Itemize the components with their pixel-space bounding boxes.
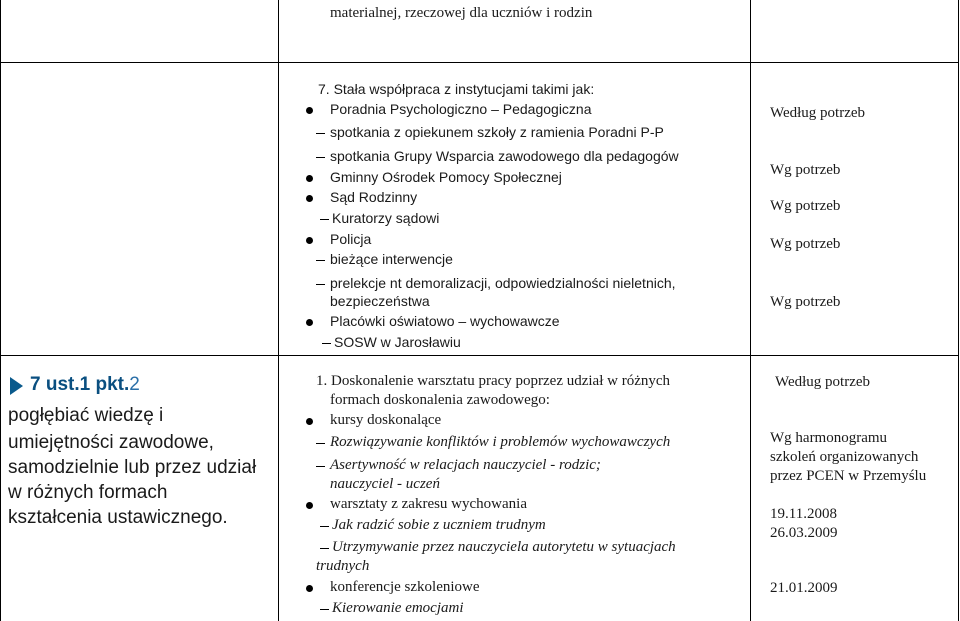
bullet-icon (306, 319, 313, 326)
list-item: Kuratorzy sądowi (332, 210, 440, 226)
dash-icon (316, 443, 325, 444)
table-border-left (0, 0, 1, 621)
list-item: spotkania Grupy Wsparcia zawodowego dla pedagogów (330, 148, 679, 164)
list-item-continuation: trudnych (316, 558, 370, 574)
list-item: warsztaty z zakresu wychowania (330, 496, 527, 512)
task-description-line: samodzielnie lub przez udział (8, 457, 257, 478)
list-item: Asertywność w relacjach nauczyciel - rodzic; (330, 457, 601, 473)
dash-icon (316, 284, 325, 285)
list-item: SOSW w Jarosławiu (334, 334, 461, 350)
task-description-line: umiejętności zawodowe, (8, 432, 214, 453)
bullet-icon (306, 237, 313, 244)
dash-icon (320, 526, 329, 527)
term-label: Wg potrzeb (770, 236, 841, 252)
date-label: 26.03.2009 (770, 525, 838, 541)
task-description-line: w różnych formach (8, 482, 168, 503)
dash-icon (320, 219, 329, 220)
table-row-divider-2 (0, 355, 959, 356)
date-label: 19.11.2008 (770, 506, 837, 522)
dash-icon (316, 133, 325, 134)
table-border-right (958, 0, 959, 621)
table-col-divider-1 (278, 0, 279, 621)
list-item-continuation: bezpieczeństwa (330, 293, 430, 309)
list-item: Poradnia Psychologiczno – Pedagogiczna (330, 101, 592, 117)
list-item: Placówki oświatowo – wychowawcze (330, 313, 560, 329)
bullet-icon (306, 175, 313, 182)
term-label: Wg potrzeb (770, 198, 841, 214)
term-label: Wg harmonogramu (770, 430, 888, 446)
term-label: szkoleń organizowanych (770, 449, 919, 465)
list-item-continuation: nauczyciel - uczeń (330, 476, 440, 492)
dash-icon (320, 548, 329, 549)
list-item: konferencje szkoleniowe (330, 579, 480, 595)
task-reference-number: 2 (129, 374, 140, 395)
term-label: przez PCEN w Przemyślu (770, 468, 927, 484)
bullet-icon (306, 195, 313, 202)
list-item: bieżące interwencje (330, 251, 453, 267)
list-item: Policja (330, 231, 372, 247)
list-item: Jak radzić sobie z uczniem trudnym (332, 517, 546, 533)
bullet-icon (306, 502, 313, 509)
top-row-text: materialnej, rzeczowej dla uczniów i rodzin (330, 5, 593, 21)
list-item: Utrzymywanie przez nauczyciela autorytetu w sytuacjach (332, 539, 676, 555)
section-7-heading: 7. Stała współpraca z instytucjami takimi jak: (318, 81, 595, 97)
task-description-line: pogłębiać wiedzę i (8, 405, 164, 426)
date-label: 21.01.2009 (770, 580, 838, 596)
bullet-icon (306, 107, 313, 114)
table-col-divider-2 (750, 0, 751, 621)
list-item: kursy doskonalące (330, 412, 442, 428)
table-row-divider-1 (0, 62, 959, 63)
task-reference-text: 7 ust.1 pkt. (30, 374, 130, 395)
term-label: Według potrzeb (775, 374, 871, 390)
section-1-heading: 1. Doskonalenie warsztatu pracy poprzez udział w różnych (316, 373, 671, 389)
task-description-line: kształcenia ustawicznego. (8, 507, 228, 528)
term-label: Według potrzeb (770, 105, 866, 121)
task-reference (30, 373, 140, 397)
term-label: Wg potrzeb (770, 162, 841, 178)
term-label: Wg potrzeb (770, 294, 841, 310)
dash-icon (322, 343, 331, 344)
list-item: Gminny Ośrodek Pomocy Społecznej (330, 169, 562, 185)
list-item: Kierowanie emocjami (332, 600, 464, 616)
list-item: prelekcje nt demoralizacji, odpowiedzialności nieletnich, (330, 275, 676, 291)
list-item: spotkania z opiekunem szkoły z ramienia Poradni P-P (330, 124, 664, 140)
section-1-heading-cont: formach doskonalenia zawodowego: (330, 392, 550, 408)
bullet-icon (306, 585, 313, 592)
bullet-icon (306, 418, 313, 425)
list-item: Sąd Rodzinny (330, 189, 418, 205)
dash-icon (316, 466, 325, 467)
dash-icon (316, 260, 325, 261)
arrow-bullet-icon (10, 377, 23, 395)
dash-icon (320, 609, 329, 610)
list-item: Rozwiązywanie konfliktów i problemów wychowawczych (330, 434, 671, 450)
dash-icon (316, 157, 325, 158)
